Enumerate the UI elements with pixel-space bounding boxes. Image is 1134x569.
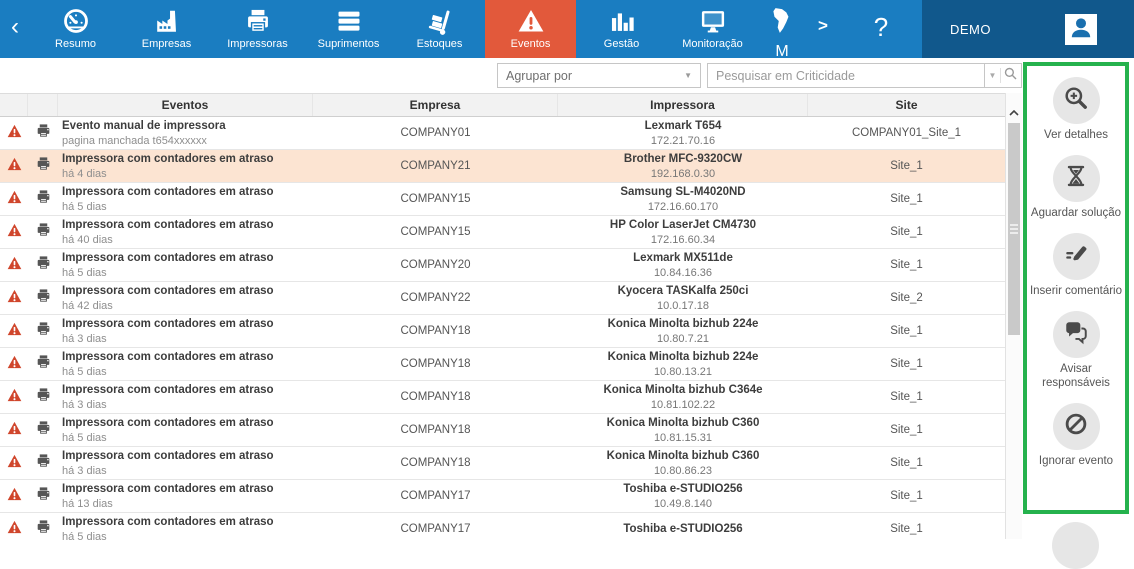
warning-icon [7, 289, 22, 308]
printer-cell [558, 414, 808, 446]
company-name: COMPANY20 [400, 259, 471, 271]
event-title: Impressora com contadores em atraso [62, 284, 274, 297]
table-row[interactable] [0, 480, 1005, 513]
company-name: COMPANY15 [400, 193, 471, 205]
site-name: Site_1 [890, 226, 923, 238]
printer-icon [36, 189, 51, 209]
warning-icon [7, 520, 22, 539]
printer-type-cell [28, 249, 58, 281]
event-cell [58, 282, 313, 314]
warning-cell [0, 381, 28, 413]
table-row[interactable] [0, 447, 1005, 480]
event-title: Impressora com contadores em atraso [62, 482, 274, 495]
printer-model: Kyocera TASKalfa 250ci [617, 284, 749, 297]
factory-icon [153, 7, 181, 35]
table-row[interactable] [0, 348, 1005, 381]
site-name: Site_1 [890, 358, 923, 370]
company-name: COMPANY01 [400, 127, 471, 139]
company-cell [313, 150, 558, 182]
chevron-left-icon: ‹ [11, 13, 19, 40]
map-icon [771, 7, 793, 40]
table-row[interactable] [0, 282, 1005, 315]
help-icon: ? [873, 11, 889, 42]
nav-item-label: Empresas [141, 38, 192, 50]
company-cell [313, 282, 558, 314]
event-title: Impressora com contadores em atraso [62, 350, 274, 363]
company-name: COMPANY22 [400, 292, 471, 304]
printer-model: Samsung SL-M4020ND [620, 185, 746, 198]
printer-model: Toshiba e-STUDIO256 [623, 522, 743, 535]
company-name: COMPANY18 [400, 358, 471, 370]
nav-item-label: Resumo [55, 38, 96, 50]
event-detail: há 5 dias [62, 431, 107, 444]
zoom-in-icon [1063, 85, 1089, 116]
warning-cell [0, 117, 28, 149]
warning-cell [0, 216, 28, 248]
event-detail: pagina manchada t654xxxxxx [62, 134, 207, 147]
supplies-list-icon [335, 7, 363, 35]
printer-type-cell [28, 282, 58, 314]
nav-item-label: Estoques [416, 38, 463, 50]
wait-solution-button[interactable] [1027, 155, 1125, 220]
printer-icon [36, 255, 51, 275]
table-body [0, 117, 1005, 540]
company-name: COMPANY18 [400, 424, 471, 436]
printer-cell [558, 249, 808, 281]
event-detail: há 5 dias [62, 266, 107, 279]
nav-item-label: Eventos [510, 38, 551, 50]
table-row[interactable] [0, 381, 1005, 414]
printer-model: Konica Minolta bizhub C360 [606, 449, 760, 462]
header-site[interactable]: Site [895, 98, 918, 112]
event-detail: há 3 dias [62, 332, 107, 345]
printer-ip: 10.49.8.140 [653, 497, 713, 510]
warning-cell [0, 150, 28, 182]
action-label: Ignorar evento [1038, 455, 1114, 467]
chevron-down-icon[interactable]: ▼ [988, 71, 997, 80]
events-table [0, 93, 1005, 540]
printer-icon [36, 123, 51, 143]
site-name: Site_1 [890, 325, 923, 337]
table-row[interactable] [0, 414, 1005, 447]
company-cell [313, 117, 558, 149]
event-title: Impressora com contadores em atraso [62, 515, 274, 528]
event-detail: há 13 dias [62, 497, 113, 510]
event-title: Impressora com contadores em atraso [62, 152, 274, 165]
company-cell [313, 480, 558, 512]
printer-cell [558, 513, 808, 540]
event-cell [58, 381, 313, 413]
printer-type-cell [28, 216, 58, 248]
printer-type-cell [28, 381, 58, 413]
warning-icon [7, 256, 22, 275]
site-cell [808, 117, 1005, 149]
printer-ip: 10.0.17.18 [657, 299, 709, 312]
printer-ip: 172.21.70.16 [650, 134, 716, 147]
account-name-label: DEMO [950, 21, 991, 37]
printer-model: Konica Minolta bizhub C360 [606, 416, 760, 429]
printer-cell [558, 183, 808, 215]
printer-cell [558, 480, 808, 512]
event-cell [58, 447, 313, 479]
warning-icon [7, 124, 22, 143]
header-warning-col [0, 94, 28, 116]
table-row[interactable] [0, 315, 1005, 348]
vertical-scrollbar[interactable] [1005, 93, 1022, 539]
grip-line [1010, 228, 1018, 230]
event-cell [58, 117, 313, 149]
warning-icon [7, 355, 22, 374]
printer-model: HP Color LaserJet CM4730 [609, 218, 757, 231]
printer-model: Konica Minolta bizhub 224e [607, 317, 759, 330]
nav-item-label: M [775, 43, 789, 58]
group-by-dropdown[interactable] [497, 63, 701, 88]
button-circle [1053, 155, 1100, 202]
printer-model: Lexmark MX511de [633, 251, 733, 264]
back-button[interactable] [0, 0, 30, 58]
action-label: Aguardar solução [1030, 207, 1122, 219]
company-name: COMPANY18 [400, 457, 471, 469]
printer-type-cell [28, 480, 58, 512]
nav-item-eventos-active[interactable] [485, 0, 576, 58]
insert-comment-button[interactable] [1027, 233, 1125, 298]
table-row[interactable] [0, 216, 1005, 249]
warning-icon [517, 7, 545, 35]
action-panel [1022, 58, 1134, 539]
printer-ip: 192.168.0.30 [650, 167, 716, 180]
printer-type-cell [28, 117, 58, 149]
printer-type-cell [28, 315, 58, 347]
printer-type-cell [28, 414, 58, 446]
warning-cell [0, 447, 28, 479]
site-name: Site_1 [890, 457, 923, 469]
search-input[interactable] [707, 63, 985, 88]
gauge-icon [62, 7, 90, 35]
nav-item-gestao[interactable] [576, 0, 667, 58]
printer-type-cell [28, 183, 58, 215]
nav-item-monitoracao[interactable] [667, 0, 758, 58]
printer-icon [36, 222, 51, 242]
event-title: Impressora com contadores em atraso [62, 185, 274, 198]
company-cell [313, 513, 558, 540]
grip-line [1010, 224, 1018, 226]
account-section [922, 0, 1134, 58]
printer-icon [36, 420, 51, 440]
avatar[interactable] [1065, 14, 1097, 45]
event-cell [58, 513, 313, 540]
filter-bar [0, 58, 1005, 93]
monitor-icon [699, 7, 727, 35]
notify-responsibles-button[interactable] [1027, 311, 1125, 390]
company-name: COMPANY18 [400, 325, 471, 337]
event-title: Impressora com contadores em atraso [62, 317, 274, 330]
nav-item-empresas[interactable] [121, 0, 212, 58]
grip-line [1010, 232, 1018, 234]
barchart-icon [608, 7, 636, 35]
action-label: Ver detalhes [1044, 129, 1108, 141]
printer-ip: 172.16.60.34 [650, 233, 716, 246]
printer-model: Konica Minolta bizhub C364e [603, 383, 763, 396]
user-icon [1068, 14, 1094, 45]
site-cell [808, 216, 1005, 248]
search-icon[interactable] [1004, 67, 1017, 85]
event-cell [58, 348, 313, 380]
green-annotation-box [1023, 62, 1129, 514]
printer-type-cell [28, 447, 58, 479]
printer-icon [36, 453, 51, 473]
printer-cell [558, 117, 808, 149]
printer-icon [244, 7, 272, 35]
event-cell [58, 216, 313, 248]
printer-ip: 172.16.60.170 [647, 200, 719, 213]
warning-icon [7, 157, 22, 176]
site-name: Site_1 [890, 193, 923, 205]
event-detail: há 42 dias [62, 299, 113, 312]
nav-overflow-button[interactable] [806, 0, 840, 58]
site-name: Site_1 [890, 160, 923, 172]
header-impressora[interactable]: Impressora [558, 94, 808, 116]
warning-icon [7, 322, 22, 341]
nav-item-estoques[interactable] [394, 0, 485, 58]
ban-icon [1063, 411, 1089, 442]
site-name: Site_2 [890, 292, 923, 304]
table-row[interactable] [0, 249, 1005, 282]
chevron-right-icon: > [818, 16, 828, 35]
event-detail: há 3 dias [62, 464, 107, 477]
site-cell [808, 381, 1005, 413]
site-cell [808, 513, 1005, 540]
button-circle [1053, 311, 1100, 358]
chevron-up-icon [1009, 110, 1019, 116]
event-title: Evento manual de impressora [62, 119, 226, 132]
printer-icon [36, 519, 51, 539]
site-cell [808, 348, 1005, 380]
button-circle [1053, 77, 1100, 124]
printer-icon [36, 387, 51, 407]
hourglass-icon [1063, 163, 1089, 194]
event-cell [58, 183, 313, 215]
chat-bubbles-icon [1063, 319, 1089, 350]
warning-cell [0, 282, 28, 314]
button-circle [1053, 233, 1100, 280]
company-cell [313, 216, 558, 248]
top-navigation-bar [0, 0, 1134, 58]
company-name: COMPANY17 [400, 490, 471, 502]
nav-item-suprimentos[interactable] [303, 0, 394, 58]
site-cell [808, 183, 1005, 215]
site-cell [808, 282, 1005, 314]
company-cell [313, 183, 558, 215]
printer-ip: 10.80.13.21 [653, 365, 713, 378]
printer-ip: 10.80.86.23 [653, 464, 713, 477]
warning-cell [0, 249, 28, 281]
warning-cell [0, 480, 28, 512]
company-cell [313, 381, 558, 413]
divider [1000, 68, 1001, 83]
company-name: COMPANY18 [400, 391, 471, 403]
printer-model: Toshiba e-STUDIO256 [623, 482, 743, 495]
ignore-event-button[interactable] [1027, 403, 1125, 468]
site-cell [808, 249, 1005, 281]
printer-model: Konica Minolta bizhub 224e [607, 350, 759, 363]
event-title: Impressora com contadores em atraso [62, 416, 274, 429]
printer-model: Brother MFC-9320CW [623, 152, 743, 165]
warning-icon [7, 454, 22, 473]
printer-icon [36, 156, 51, 176]
handtruck-icon [426, 7, 454, 35]
event-detail: há 5 dias [62, 365, 107, 378]
company-name: COMPANY15 [400, 226, 471, 238]
site-name: Site_1 [890, 523, 923, 535]
site-cell [808, 150, 1005, 182]
event-detail: há 4 dias [62, 167, 107, 180]
printer-type-cell [28, 150, 58, 182]
nav-item-label: Impressoras [227, 38, 288, 50]
warning-icon [7, 190, 22, 209]
event-title: Impressora com contadores em atraso [62, 449, 274, 462]
printer-icon [36, 288, 51, 308]
event-cell [58, 249, 313, 281]
site-name: Site_1 [890, 391, 923, 403]
event-cell [58, 315, 313, 347]
action-label: Avisar responsáveis [1042, 363, 1110, 389]
company-cell [313, 447, 558, 479]
group-by-placeholder: Agrupar por [506, 68, 573, 83]
company-name: COMPANY21 [400, 160, 471, 172]
event-detail: há 3 dias [62, 398, 107, 411]
company-cell [313, 414, 558, 446]
search-field-wrap [707, 63, 985, 88]
warning-cell [0, 348, 28, 380]
table-header [0, 94, 1005, 117]
event-cell [58, 150, 313, 182]
event-detail: há 5 dias [62, 530, 107, 540]
table-row[interactable] [0, 150, 1005, 183]
warning-icon [7, 487, 22, 506]
scrollbar-thumb[interactable] [1008, 123, 1020, 335]
printer-ip: 10.84.16.36 [653, 266, 713, 279]
company-cell [313, 315, 558, 347]
nav-item-label: Monitoração [682, 38, 743, 50]
scrollbar-up-button[interactable] [1006, 106, 1022, 120]
printer-cell [558, 447, 808, 479]
company-name: COMPANY17 [400, 523, 471, 535]
site-cell [808, 315, 1005, 347]
site-name: Site_1 [890, 424, 923, 436]
printer-cell [558, 315, 808, 347]
chevron-down-icon: ▼ [684, 71, 692, 80]
printer-icon [36, 486, 51, 506]
warning-icon [7, 388, 22, 407]
printer-cell [558, 216, 808, 248]
printer-cell [558, 381, 808, 413]
event-title: Impressora com contadores em atraso [62, 383, 274, 396]
warning-cell [0, 183, 28, 215]
nav-item-label: Suprimentos [317, 38, 380, 50]
printer-icon [36, 321, 51, 341]
header-eventos[interactable]: Eventos [58, 94, 313, 116]
nav-item-partial-map[interactable] [758, 0, 806, 58]
printer-model: Lexmark T654 [644, 119, 722, 132]
printer-type-cell [28, 348, 58, 380]
header-empresa[interactable]: Empresa [313, 94, 558, 116]
warning-cell [0, 513, 28, 540]
company-cell [313, 249, 558, 281]
site-cell [808, 480, 1005, 512]
printer-type-cell [28, 513, 58, 540]
table-row[interactable] [0, 183, 1005, 216]
view-details-button[interactable] [1027, 77, 1125, 142]
event-cell [58, 414, 313, 446]
site-name: Site_1 [890, 490, 923, 502]
printer-ip: 10.80.7.21 [657, 332, 709, 345]
nav-item-resumo[interactable] [30, 0, 121, 58]
site-name: Site_1 [890, 259, 923, 271]
warning-icon [7, 421, 22, 440]
event-title: Impressora com contadores em atraso [62, 251, 274, 264]
warning-cell [0, 315, 28, 347]
printer-ip: 10.81.102.22 [650, 398, 716, 411]
header-printer-col [28, 94, 58, 116]
printer-cell [558, 150, 808, 182]
button-circle [1053, 403, 1100, 450]
site-cell [808, 414, 1005, 446]
warning-cell [0, 414, 28, 446]
event-detail: há 40 dias [62, 233, 113, 246]
site-name: COMPANY01_Site_1 [851, 127, 962, 139]
company-cell [313, 348, 558, 380]
search-options-box [984, 63, 1022, 88]
nav-item-label: Gestão [603, 38, 640, 50]
printer-ip: 10.81.15.31 [653, 431, 713, 444]
printer-cell [558, 282, 808, 314]
event-title: Impressora com contadores em atraso [62, 218, 274, 231]
edit-comment-icon [1063, 241, 1089, 272]
printer-icon [36, 354, 51, 374]
event-cell [58, 480, 313, 512]
site-cell [808, 447, 1005, 479]
warning-icon [7, 223, 22, 242]
action-label: Inserir comentário [1029, 285, 1123, 297]
printer-cell [558, 348, 808, 380]
help-button[interactable] [840, 0, 922, 58]
nav-item-impressoras[interactable] [212, 0, 303, 58]
table-row[interactable] [0, 513, 1005, 540]
table-row[interactable] [0, 117, 1005, 150]
event-detail: há 5 dias [62, 200, 107, 213]
partial-action-button[interactable] [1052, 522, 1099, 569]
